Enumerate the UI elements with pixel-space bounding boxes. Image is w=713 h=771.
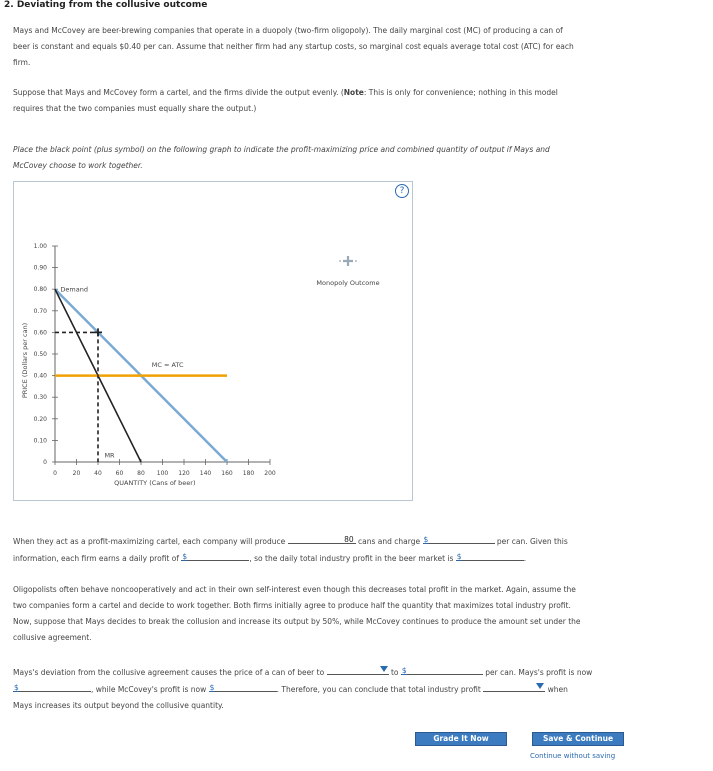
chart[interactable] <box>13 181 413 501</box>
x-tick-label: 140 <box>199 470 212 477</box>
y-tick-label: 0.90 <box>33 264 47 272</box>
question-3 <box>13 664 643 714</box>
grade-button[interactable]: Grade It Now <box>415 732 507 746</box>
q3-text: Mays increases its output beyond the collusive quantity. <box>13 701 224 710</box>
demand-label: Demand <box>60 285 88 294</box>
note-label: Note <box>343 88 364 97</box>
quantity-field[interactable] <box>288 533 356 544</box>
y-tick-label: 0.20 <box>33 415 47 423</box>
suppose-text: : This is only for convenience; nothing in this model <box>363 88 558 97</box>
x-tick-label: 160 <box>221 470 233 477</box>
intro-line: beer is constant and equals $0.40 per can. Assume that neither firm had any startup costs, so marginal cost equals average total cost (ATC) for each <box>13 42 574 51</box>
q3-text: when <box>547 685 568 694</box>
instruction-line: McCovey choose to work together. <box>13 161 143 170</box>
dot-icon <box>339 260 341 262</box>
y-tick-label: 0.80 <box>33 286 47 294</box>
y-tick-label: 0.30 <box>33 394 47 402</box>
x-tick-label: 20 <box>72 470 81 477</box>
suppose-text: Suppose that Mays and McCovey form a cartel, and the firms divide the output evenly. ( <box>13 88 344 97</box>
continue-without-saving-link[interactable]: Continue without saving <box>530 752 616 760</box>
industry-profit-dropdown[interactable] <box>483 681 545 692</box>
save-continue-button[interactable]: Save & Continue <box>532 732 624 746</box>
dollar-sign: $ <box>14 683 19 692</box>
y-axis-label: PRICE (Dollars per can) <box>21 322 29 399</box>
plus-icon <box>343 256 353 266</box>
dollar-sign: $ <box>209 683 215 692</box>
q1-text: . <box>523 554 527 563</box>
price-field[interactable] <box>423 533 495 544</box>
q2-line: Now, suppose that Mays decides to break the collusion and increase its output by 50%, while McCovey continues to produce the amount set under the <box>13 617 581 626</box>
q1-text: When they act as a profit-maximizing cartel, each company will produce <box>13 537 286 546</box>
intro-line: firm. <box>13 58 31 67</box>
quantity-value: 80 <box>344 535 354 544</box>
dollar-sign: $ <box>456 552 462 561</box>
q2-line: collusive agreement. <box>13 633 92 642</box>
x-tick-label: 40 <box>94 470 102 477</box>
q3-text: per can. Mays's profit is now <box>485 668 593 677</box>
y-tick-label: 0.40 <box>33 372 47 380</box>
suppose-paragraph <box>13 85 643 117</box>
q3-text: . Therefore, you can conclude that total industry profit <box>276 685 481 694</box>
y-tick-label: 0 <box>43 459 47 466</box>
instruction-paragraph <box>13 142 643 174</box>
intro-paragraph <box>13 23 643 71</box>
intro-line: Mays and McCovey are beer-brewing companies that operate in a duopoly (two-firm oligopoly). The daily marginal cost (MC) of producing a can of <box>13 26 563 35</box>
q3-text: to <box>390 668 399 677</box>
chevron-down-icon <box>380 666 388 672</box>
x-tick-label: 180 <box>242 470 255 477</box>
instruction-line: Place the black point (plus symbol) on the following graph to indicate the profit-maximizing price and combined quantity of output if Mays and <box>13 145 550 154</box>
q1-text: information, each firm earns a daily profit of <box>13 554 179 563</box>
dollar-sign: $ <box>423 535 429 544</box>
mccovey-profit-field[interactable] <box>209 681 277 692</box>
suppose-line: requires that the two companies must equally share the output.) <box>13 104 257 113</box>
mr-label: MR <box>104 451 115 460</box>
firm-profit-field[interactable] <box>181 550 249 561</box>
y-tick-label: 0.10 <box>33 437 47 445</box>
q3-text: Mays's deviation from the collusive agreement causes the price of a can of beer to <box>13 668 325 677</box>
q1-text: , so the daily total industry profit in the beer market is <box>249 554 454 563</box>
mc-atc-label: MC = ATC <box>151 360 184 369</box>
x-tick-label: 0 <box>53 470 57 477</box>
x-tick-label: 80 <box>137 470 145 477</box>
price-direction-dropdown[interactable] <box>327 664 389 675</box>
y-tick-label: 0.50 <box>33 351 47 358</box>
q2-line: two companies form a cartel and decide to work together. Both firms initially agree to produce half the quantity that maximizes total industry profit. <box>13 601 571 610</box>
x-tick-label: 60 <box>115 470 124 477</box>
q1-text: cans and charge <box>358 537 421 546</box>
dot-icon <box>355 260 357 262</box>
mays-profit-field[interactable] <box>13 681 91 692</box>
y-tick-label: 1.00 <box>33 243 47 250</box>
question-2 <box>13 582 643 646</box>
page-title: 2. Deviating from the collusive outcome <box>4 0 208 10</box>
dollar-sign: $ <box>182 552 188 561</box>
q3-text: , while McCovey's profit is now <box>91 685 207 694</box>
question-1 <box>13 533 643 567</box>
x-tick-label: 120 <box>178 470 190 477</box>
monopoly-outcome-legend: Monopoly Outcome <box>316 279 380 287</box>
chevron-down-icon <box>536 683 544 689</box>
x-tick-label: 100 <box>156 470 169 477</box>
q2-line: Oligopolists often behave noncooperatively and act in their own self-interest even though this decreases total profit in the market. Again, assume the <box>13 585 576 594</box>
industry-profit-field[interactable] <box>456 550 527 563</box>
help-icon[interactable]: ? <box>395 184 409 198</box>
q1-text: per can. Given this <box>496 537 568 546</box>
x-tick-label: 200 <box>264 470 276 477</box>
y-tick-label: 0.70 <box>33 307 47 315</box>
y-tick-label: 0.60 <box>33 329 47 337</box>
x-axis-label: QUANTITY (Cans of beer) <box>114 479 196 487</box>
new-price-field[interactable] <box>401 664 483 675</box>
dollar-sign: $ <box>401 666 407 675</box>
